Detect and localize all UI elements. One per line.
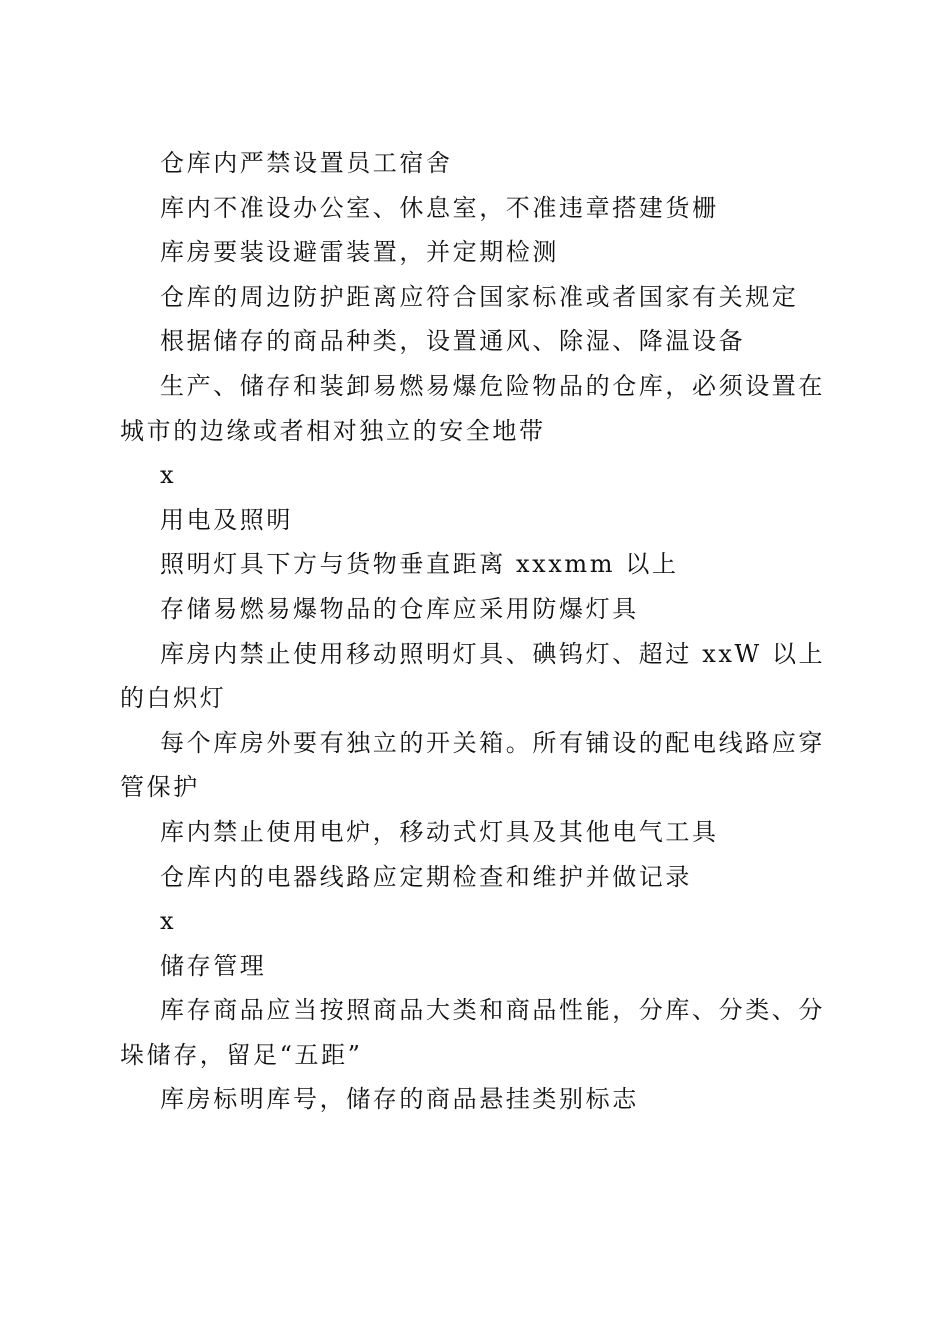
section-heading: 用电及照明 — [160, 505, 293, 534]
paragraph: 照明灯具下方与货物垂直距离 xxxmm 以上 — [160, 550, 679, 579]
paragraph: x — [160, 907, 177, 936]
paragraph: 仓库的周边防护距离应符合国家标准或者国家有关规定 — [160, 282, 799, 311]
paragraph: 根据储存的商品种类，设置通风、除湿、降温设备 — [160, 327, 746, 356]
paragraph: 仓库内的电器线路应定期检查和维护并做记录 — [160, 862, 692, 891]
paragraph: 库内不准设办公室、休息室，不准违章搭建货栅 — [160, 193, 719, 222]
paragraph: 库内禁止使用电炉，移动式灯具及其他电气工具 — [160, 817, 719, 846]
document-body — [120, 141, 830, 1122]
paragraph: x — [160, 461, 177, 490]
paragraph: 存储易燃易爆物品的仓库应采用防爆灯具 — [160, 594, 639, 623]
paragraph: 库房要装设避雷装置，并定期检测 — [160, 238, 559, 267]
paragraph: 仓库内严禁设置员工宿舍 — [160, 149, 453, 177]
section-heading: 储存管理 — [160, 951, 267, 980]
paragraph: 生产、储存和装卸易燃易爆危险物品的仓库，必须设置在城市的边缘或者相对独立的安全地带 — [120, 371, 825, 445]
paragraph: 库房标明库号，储存的商品悬挂类别标志 — [160, 1085, 639, 1114]
paragraph: 库房内禁止使用移动照明灯具、碘钨灯、超过 xxW 以上的白炽灯 — [120, 639, 826, 713]
paragraph: 每个库房外要有独立的开关箱。所有铺设的配电线路应穿管保护 — [120, 728, 825, 802]
paragraph: 库存商品应当按照商品大类和商品性能，分库、分类、分垛储存，留足“五距” — [120, 996, 825, 1069]
